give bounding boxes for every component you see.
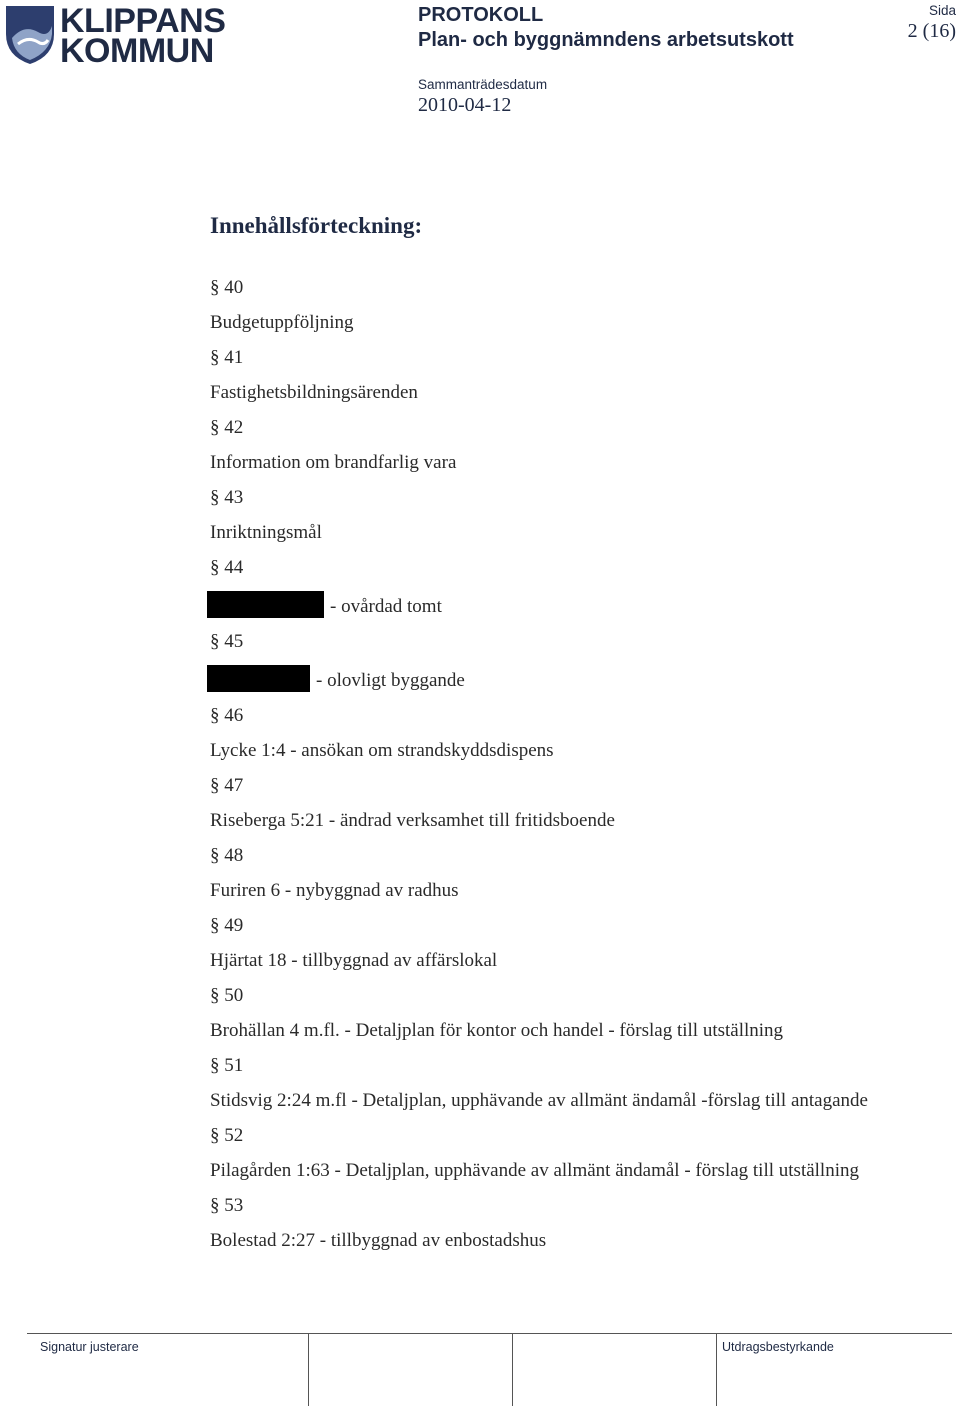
section-title: Information om brandfarlig vara bbox=[210, 452, 457, 473]
toc-entry bbox=[210, 844, 870, 903]
toc-entry bbox=[210, 486, 870, 545]
municipality-logo bbox=[4, 2, 226, 70]
committee-name: Plan- och byggnämndens arbetsutskott bbox=[418, 29, 794, 51]
footer-signature-cell bbox=[512, 1334, 513, 1406]
certificate-label: Utdragsbestyrkande bbox=[722, 1340, 834, 1354]
coat-of-arms-icon bbox=[4, 4, 56, 66]
section-number: § 47 bbox=[210, 775, 244, 796]
meeting-date-value: 2010-04-12 bbox=[418, 94, 512, 116]
redaction-block bbox=[207, 665, 310, 692]
section-number: § 40 bbox=[210, 277, 244, 298]
toc-entry bbox=[210, 630, 870, 693]
document-type: PROTOKOLL bbox=[418, 4, 544, 26]
toc-entry bbox=[210, 1054, 870, 1113]
meeting-date-label: Sammanträdesdatum bbox=[418, 77, 548, 92]
section-title: Hjärtat 18 - tillbyggnad av affärslokal bbox=[210, 950, 498, 971]
section-title-text: - ovårdad tomt bbox=[330, 596, 442, 617]
footer-certificate-cell bbox=[716, 1334, 717, 1406]
section-title-text: - olovligt byggande bbox=[316, 670, 465, 691]
section-title: Riseberga 5:21 - ändrad verksamhet till fritidsboende bbox=[210, 810, 615, 831]
logo-text-line2: KOMMUN bbox=[60, 32, 214, 70]
toc-entry bbox=[210, 774, 870, 833]
toc-entry bbox=[210, 276, 870, 335]
section-number: § 44 bbox=[210, 557, 244, 578]
toc-entry bbox=[210, 556, 870, 619]
section-number: § 51 bbox=[210, 1055, 244, 1076]
section-number: § 41 bbox=[210, 347, 244, 368]
section-number: § 49 bbox=[210, 915, 244, 936]
toc-entry bbox=[210, 984, 870, 1043]
toc-entry bbox=[210, 1194, 870, 1253]
footer-signature-cell bbox=[308, 1334, 309, 1406]
toc-entry bbox=[210, 416, 870, 475]
section-title-redacted bbox=[210, 591, 870, 619]
footer-divider bbox=[27, 1333, 952, 1334]
section-title: Inriktningsmål bbox=[210, 522, 322, 543]
section-title-redacted bbox=[210, 665, 870, 693]
signature-label: Signatur justerare bbox=[40, 1340, 139, 1354]
section-title: Brohällan 4 m.fl. - Detaljplan för kontor och handel - förslag till utställning bbox=[210, 1020, 784, 1041]
table-of-contents bbox=[210, 276, 870, 1264]
section-title: Lycke 1:4 - ansökan om strandskyddsdispens bbox=[210, 740, 554, 761]
section-number: § 46 bbox=[210, 705, 244, 726]
section-title: Pilagården 1:63 - Detaljplan, upphävande av allmänt ändamål - förslag till utställning bbox=[210, 1160, 859, 1181]
section-title: Furiren 6 - nybyggnad av radhus bbox=[210, 880, 459, 901]
section-title: Budgetuppföljning bbox=[210, 312, 354, 333]
section-number: § 43 bbox=[210, 487, 244, 508]
page-number: 2 (16) bbox=[907, 20, 956, 42]
logo-text-line1: KLIPPANS bbox=[60, 2, 226, 40]
toc-entry bbox=[210, 704, 870, 763]
toc-heading: Innehållsförteckning: bbox=[210, 213, 423, 238]
section-number: § 53 bbox=[210, 1195, 244, 1216]
toc-entry bbox=[210, 346, 870, 405]
toc-entry bbox=[210, 1124, 870, 1183]
section-number: § 42 bbox=[210, 417, 244, 438]
section-number: § 48 bbox=[210, 845, 244, 866]
toc-entry bbox=[210, 914, 870, 973]
section-title: Bolestad 2:27 - tillbyggnad av enbostadshus bbox=[210, 1230, 547, 1251]
section-number: § 52 bbox=[210, 1125, 244, 1146]
redaction-block bbox=[207, 591, 324, 618]
section-number: § 50 bbox=[210, 985, 244, 1006]
section-title: Stidsvig 2:24 m.fl - Detaljplan, upphävande av allmänt ändamål -förslag till antagande bbox=[210, 1090, 868, 1111]
page-label: Sida bbox=[928, 3, 956, 18]
section-number: § 45 bbox=[210, 631, 244, 652]
section-title: Fastighetsbildningsärenden bbox=[210, 382, 418, 403]
